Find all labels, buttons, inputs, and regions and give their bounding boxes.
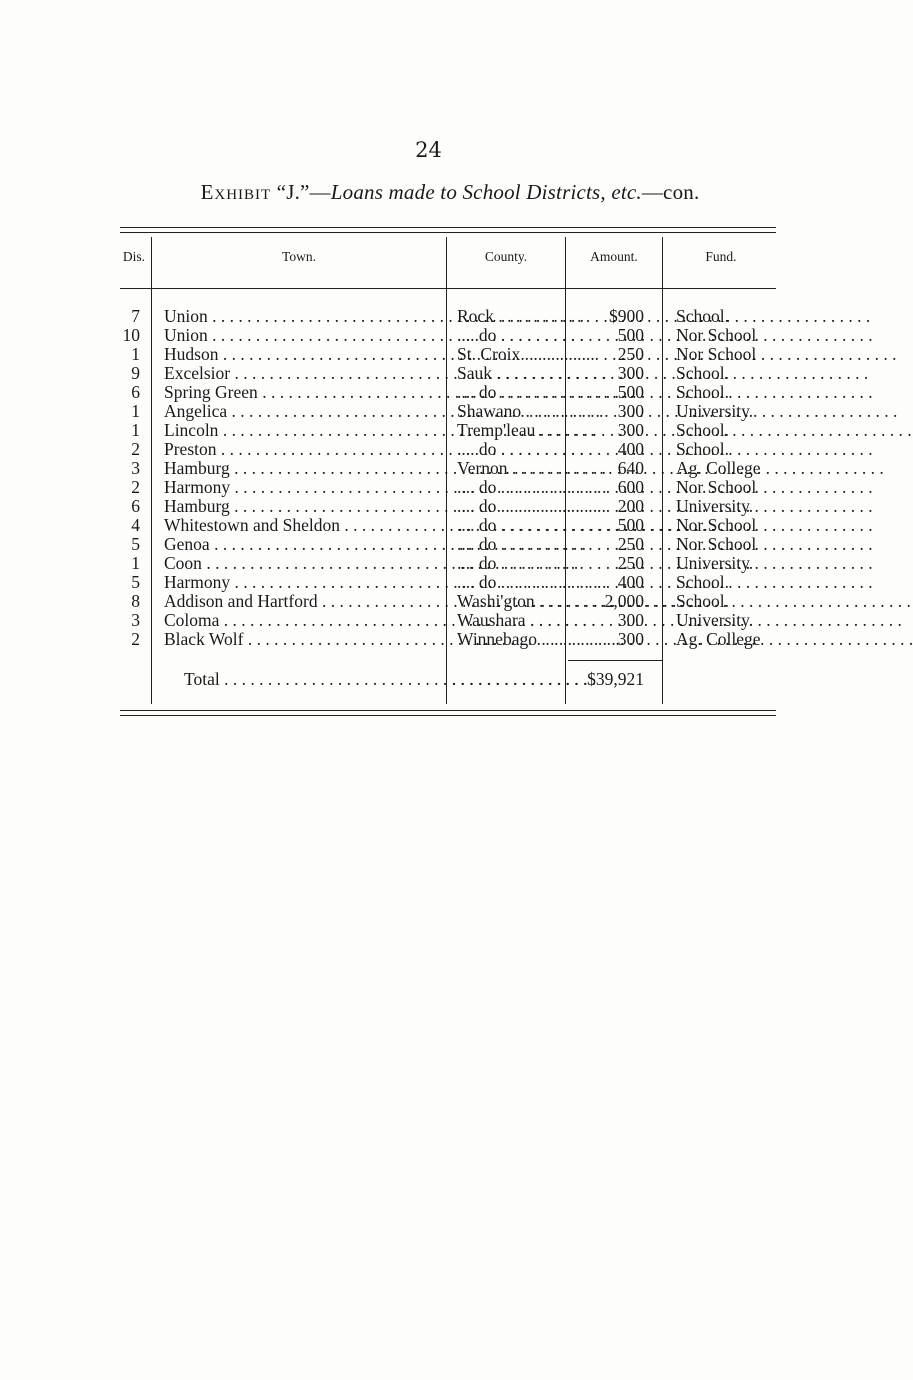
row-county: Sauk . . . (457, 364, 564, 383)
title-italic: Loans made to School Districts, etc. (330, 180, 642, 204)
row-amount: 640 (617, 458, 644, 478)
table-row (0, 364, 857, 383)
header-amount: Amount. (590, 249, 638, 264)
total-label: Total . . . (184, 668, 442, 690)
table-row (0, 535, 857, 554)
header-county: County. (484, 249, 528, 264)
row-fund: Nor School (676, 344, 757, 364)
row-town: Angelica . . . (164, 402, 442, 421)
row-county: .... do . . . (457, 440, 564, 459)
row-dis: 5 (131, 534, 140, 554)
row-dis: 4 (131, 515, 140, 535)
row-town: Lincoln . . . (164, 421, 442, 440)
row-amount: 600 (617, 477, 644, 497)
table-row (0, 307, 857, 326)
total-rule (568, 660, 662, 661)
row-county: .... do . . . (457, 516, 564, 535)
title-label: “J.”— (276, 180, 331, 204)
total-row (0, 668, 857, 690)
row-fund: Ag. College (676, 629, 761, 649)
row-fund: School. (676, 382, 729, 402)
row-amount: $900 (609, 306, 644, 326)
top-rule-2 (120, 232, 776, 233)
row-dis: 2 (131, 629, 140, 649)
row-dis: 6 (131, 382, 140, 402)
row-amount: 400 (617, 572, 644, 592)
title-prefix: Exhibit (200, 180, 272, 204)
table-row (0, 440, 857, 459)
row-county: .... do . . . (457, 497, 564, 516)
table-row (0, 459, 857, 478)
row-dis: 5 (131, 572, 140, 592)
table-row (0, 345, 857, 364)
title-suffix: —con. (641, 180, 700, 204)
row-county: Winnebago . . . (457, 630, 564, 649)
row-county: .... do . . . (457, 478, 564, 497)
row-fund: University. (676, 496, 754, 516)
row-amount: 500 (617, 515, 644, 535)
row-town: Whitestown and Sheldon . . . (164, 516, 442, 535)
row-dis: 3 (131, 458, 140, 478)
row-amount: 300 (617, 610, 644, 630)
row-county: .... do . . . (457, 554, 564, 573)
row-town: Genoa . . . (164, 535, 442, 554)
row-county: Tremp'leau . . . (457, 421, 564, 440)
row-amount: 250 (617, 534, 644, 554)
row-fund: Nor School (676, 325, 757, 345)
row-dis: 10 (122, 325, 140, 345)
row-town: Harmony . . . (164, 478, 442, 497)
row-dis: 6 (131, 496, 140, 516)
table-row (0, 592, 857, 611)
row-amount: 300 (617, 420, 644, 440)
row-amount: 300 (617, 363, 644, 383)
header-town: Town. (282, 249, 316, 264)
row-county: St. Croix . . . (457, 345, 564, 364)
table-row (0, 497, 857, 516)
row-town: Hamburg . . . (164, 459, 442, 478)
row-town: Coloma . . . (164, 611, 442, 630)
row-fund: School. (676, 439, 729, 459)
table-row (0, 611, 857, 630)
row-fund: Nor School (676, 477, 757, 497)
row-fund: School. (676, 572, 729, 592)
row-county: .... do . . . (457, 535, 564, 554)
total-county-leader: . . . . . . . . . . . . . . . . (452, 669, 588, 689)
header-fund: Fund. (705, 249, 737, 264)
row-dis: 2 (131, 439, 140, 459)
table-row (0, 573, 857, 592)
row-dis: 1 (131, 553, 140, 573)
bottom-rule-2 (120, 715, 776, 716)
row-dis: 7 (131, 306, 140, 326)
row-amount: 300 (617, 401, 644, 421)
row-town: Harmony . . . (164, 573, 442, 592)
row-county: Vernon . . . (457, 459, 564, 478)
row-town: Excelsior . . . (164, 364, 442, 383)
row-town: Hudson . . . (164, 345, 442, 364)
row-town: Union . . . (164, 307, 442, 326)
row-fund: School. (676, 363, 729, 383)
row-fund: School. (676, 306, 729, 326)
row-fund: School. (676, 591, 729, 611)
table-row (0, 326, 857, 345)
row-town: Union . . . (164, 326, 442, 345)
row-county: Rock . . . (457, 307, 564, 326)
row-town: Coon . . . (164, 554, 442, 573)
row-town: Spring Green . . . (164, 383, 442, 402)
row-county: Washi'gton . . . (457, 592, 564, 611)
row-dis: 8 (131, 591, 140, 611)
row-fund: University. (676, 610, 754, 630)
row-town: Preston . . . (164, 440, 442, 459)
row-county: .... do . . . (457, 326, 564, 345)
row-fund: University. (676, 401, 754, 421)
row-county: Shawano . . . (457, 402, 564, 421)
table-row (0, 516, 857, 535)
table-row (0, 383, 857, 402)
row-town: Black Wolf . . . (164, 630, 442, 649)
table-row (0, 402, 857, 421)
row-fund: Nor School (676, 515, 757, 535)
table-row (0, 421, 857, 440)
row-amount: 400 (617, 439, 644, 459)
row-county: .... do . . . (457, 383, 564, 402)
row-amount: 300 (617, 629, 644, 649)
row-dis: 3 (131, 610, 140, 630)
row-dis: 1 (131, 344, 140, 364)
row-town: Addison and Hartford . . . (164, 592, 442, 611)
row-dis: 9 (131, 363, 140, 383)
table-row (0, 554, 857, 573)
row-fund: Nor School (676, 534, 757, 554)
header-dis: Dis. (122, 249, 146, 264)
header-rule (120, 288, 776, 289)
row-fund: University. (676, 553, 754, 573)
row-amount: 2,000 (604, 591, 644, 611)
row-fund: Ag. College (676, 458, 761, 478)
row-amount: 500 (617, 325, 644, 345)
top-rule (120, 227, 776, 228)
row-amount: 250 (617, 344, 644, 364)
row-town: Hamburg . . . (164, 497, 442, 516)
page-number: 24 (415, 138, 442, 162)
row-amount: 250 (617, 553, 644, 573)
row-fund: School. (676, 420, 729, 440)
table-row (0, 478, 857, 497)
row-county: .... do . . . (457, 573, 564, 592)
row-county: Waushara . . . (457, 611, 564, 630)
table-row (0, 630, 857, 649)
exhibit-title (120, 180, 780, 205)
row-dis: 2 (131, 477, 140, 497)
row-dis: 1 (131, 420, 140, 440)
bottom-rule (120, 710, 776, 711)
row-amount: 500 (617, 382, 644, 402)
total-amount: $39,921 (587, 669, 644, 689)
row-amount: 200 (617, 496, 644, 516)
row-dis: 1 (131, 401, 140, 421)
